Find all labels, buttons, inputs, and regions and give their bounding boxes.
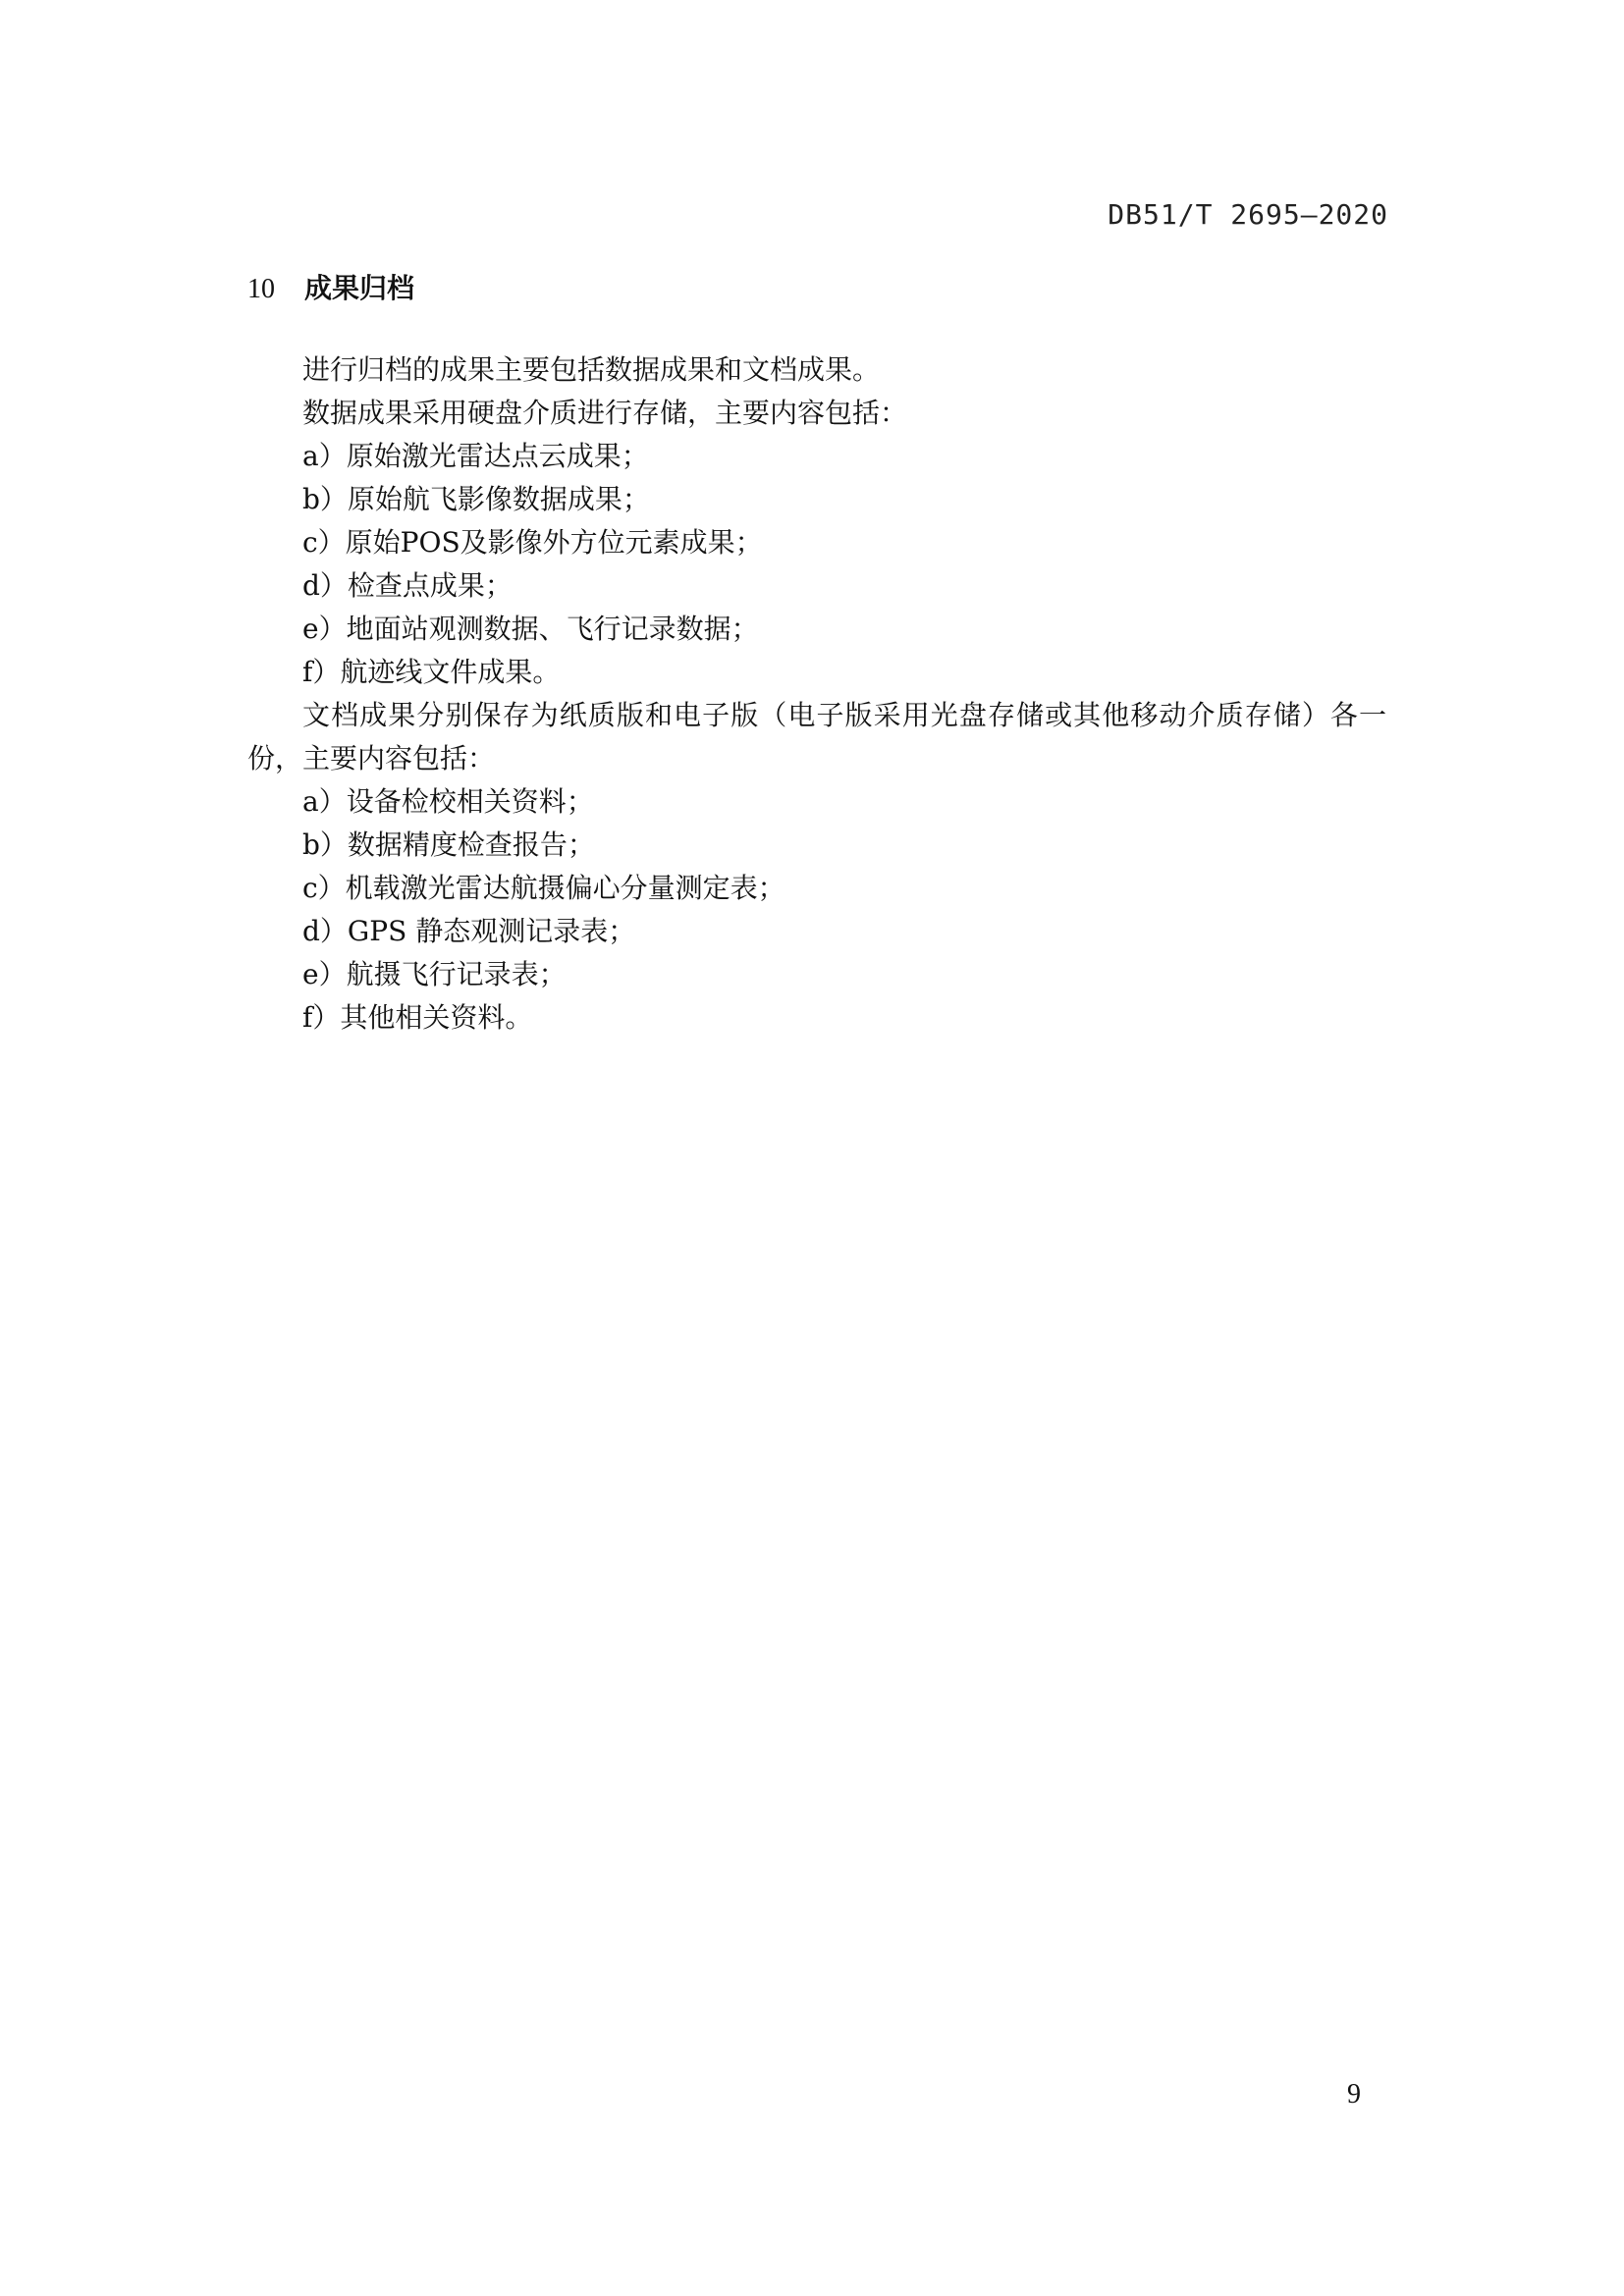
data-list-item: d）检查点成果； <box>302 569 513 602</box>
doc-list-item: d）GPS 静态观测记录表； <box>302 915 636 947</box>
page-number: 9 <box>1347 2079 1361 2109</box>
data-list-item: f）航迹线文件成果。 <box>302 656 561 688</box>
data-intro-paragraph: 数据成果采用硬盘介质进行存储，主要内容包括： <box>302 397 908 429</box>
data-list-item: b）原始航飞影像数据成果； <box>302 483 650 515</box>
intro-paragraph: 进行归档的成果主要包括数据成果和文档成果。 <box>302 353 881 386</box>
data-list-item: e）地面站观测数据、飞行记录数据； <box>302 613 759 645</box>
section-number: 10 <box>247 274 275 304</box>
data-list-item: a）原始激光雷达点云成果； <box>302 440 649 472</box>
doc-list-item: b）数据精度检查报告； <box>302 828 595 861</box>
doc-list-item: c）机载激光雷达航摄偏心分量测定表； <box>302 872 785 904</box>
doc-intro-paragraph: 文档成果分别保存为纸质版和电子版（电子版采用光盘存储或其他移动介质存储）各一份，主要内容包括： <box>247 699 1386 774</box>
section-heading <box>247 267 414 306</box>
doc-list-item: f）其他相关资料。 <box>302 1001 533 1034</box>
section-body <box>247 348 1386 1040</box>
doc-list-item: a）设备检校相关资料； <box>302 785 594 818</box>
doc-list-item: e）航摄飞行记录表； <box>302 958 567 990</box>
section-title: 成果归档 <box>304 272 415 304</box>
data-list-item: c）原始POS及影像外方位元素成果； <box>302 526 763 559</box>
document-code: DB51/T 2695—2020 <box>1108 198 1388 231</box>
